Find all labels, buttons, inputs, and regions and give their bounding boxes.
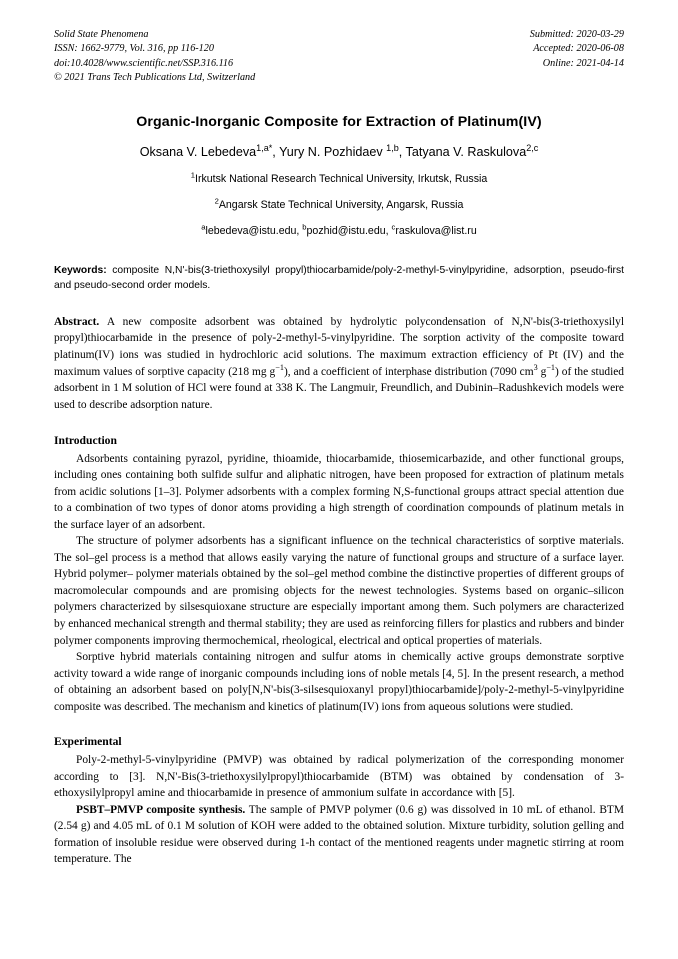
abstract-label: Abstract. (54, 315, 100, 328)
affiliation-2: $^2$Angarsk State Technical University, Angarsk, Russia (214, 196, 464, 211)
intro-paragraph-2: The structure of polymer adsorbents has a significant influence on the technical characteristics of sorptive materials. The sol–gel process is a method that allows easily varying the nature of functional groups and structure of a surface layer. Hybrid polymer– polymer materials obtained by the sol–gel method combine the distinctive properties of different groups of macromolecular compounds and are promising objects for the newest technologies. Systems based on organic–silicon polymers characterized by silsesquioxane structure are especially important among them. Such polymers are characterized by enhanced mechanical strength and thermal stability; they are used as reinforcing fillers for plastics and rubbers and binder polymer components improving thermochemical, rheological, electrical and optical properties of materials. (54, 535, 624, 647)
journal-name: Solid State Phenomena (54, 29, 149, 40)
copyright-line: © 2021 Trans Tech Publications Ltd, Switzerland (54, 72, 256, 84)
author-list: Oksana V. Lebedeva$^{1,a*}$, Yury N. Pozhidaev $^{1,b}$, Tatyana V. Raskulova$^{2,c}$ (139, 142, 539, 159)
keywords-text: composite N,N'-bis(3-triethoxysilyl propyl)thiocarbamide/poly-2-methyl-5-vinylpyridine, adsorption, pseudo-first and pseudo-second order models. (54, 264, 624, 292)
intro-paragraph-1: Adsorbents containing pyrazol, pyridine, thioamide, thiocarbamide, thiosemicarbazide, and other functional groups, including ones containing both sulfide sulfur and aliphatic nitrogen, have been proposed for extraction of platinum metals from acidic solutions [1–3]. Polymer adsorbents with a complex forming N,S-functional groups attract special attention due to a combination of two types of donor atoms providing a high strength of coordination compounds of platinum metals in the surface layer of an adsorbent. (54, 452, 624, 531)
accepted-date: Accepted: 2020-06-08 (533, 43, 624, 55)
abstract-block (54, 314, 624, 414)
page-header (54, 28, 624, 86)
keywords-block (54, 263, 624, 294)
section-heading-experimental: Experimental (54, 735, 122, 749)
header-right-block (530, 28, 624, 71)
experimental-paragraph-1: Poly-2-methyl-5-vinylpyridine (PMVP) was obtained by radical polymerization of the corresponding monomer according to [3]. N,N'-Bis(3-triethoxysilylpropyl)thiocarbamide (BTM) was obtained by condensation of 3-ethoxysilylpropyl amine and thiocarbamide in presence of ammonium sulfate in accordance with [5]. (54, 754, 624, 800)
journal-issn-volume: ISSN: 1662-9779, Vol. 316, pp 116-120 (54, 43, 214, 55)
keywords-label: Keywords: (54, 264, 107, 276)
author-emails: $^a$lebedeva@istu.edu, $^b$pozhid@istu.edu, $^c$raskulova@list.ru (201, 222, 477, 237)
journal-doi: doi:10.4028/www.scientific.net/SSP.316.116 (54, 57, 234, 69)
submitted-date: Submitted: 2020-03-29 (529, 29, 624, 40)
composite-synthesis-lead: PSBT–PMVP composite synthesis. (76, 803, 246, 816)
online-date: Online: 2021-04-14 (542, 57, 624, 69)
section-heading-introduction: Introduction (54, 433, 117, 447)
header-left-block (54, 28, 255, 86)
affiliation-1: $^1$Irkutsk National Research Technical University, Irkutsk, Russia (190, 170, 488, 185)
experimental-paragraph-2 (54, 802, 624, 868)
abstract-text: A new composite adsorbent was obtained by hydrolytic polycondensation of N,N'-bis(3-triethoxysilyl propyl)thiocarbamide in the presence of poly-2-methyl-5-vinylpyridine. The sorption activity of the composite toward platinum(IV) ions was studied in hydrochloric acid solutions. The maximum extraction efficiency of Pt (IV) and the maximum values of sorptive capacity (218 mg $g^{-1}$), and a coefficient of interphase distribution (7090 $cm^3$ $g^{-1}$) of the studied adsorbent in 1 M solution of HCl were found at 338 K. The Langmuir, Freundlich, and Dubinin–Radushkevich models were used to describe adsorption nature. (54, 315, 624, 412)
page-title: Organic-Inorganic Composite for Extraction of Platinum(IV) (136, 113, 542, 130)
composite-synthesis-text: The sample of PMVP polymer (0.6 g) was dissolved in 10 mL of ethanol. BTM (2.54 g) and 4.05 mL of 0.1 M solution of KOH were added to the obtained solution. Mixture turbidity, solution gelling and formation of insoluble residue were observed during 1-h contact of the mentioned reagents under magnetic stirring at room temperature. The (54, 803, 624, 866)
intro-paragraph-3: Sorptive hybrid materials containing nitrogen and sulfur atoms in chemically active groups demonstrate sorptive activity toward a wide range of inorganic compounds including ions of noble metals [4, 5]. In the present research, a method of obtaining an adsorbent based on poly[N,N'-bis(3-silsesquioxanyl propyl)thiocarbamide]/poly-2-methyl-5-vinylpyridine composite was described. The mechanism and kinetics of platinum(IV) ions from aqueous solutions were studied. (54, 651, 624, 713)
